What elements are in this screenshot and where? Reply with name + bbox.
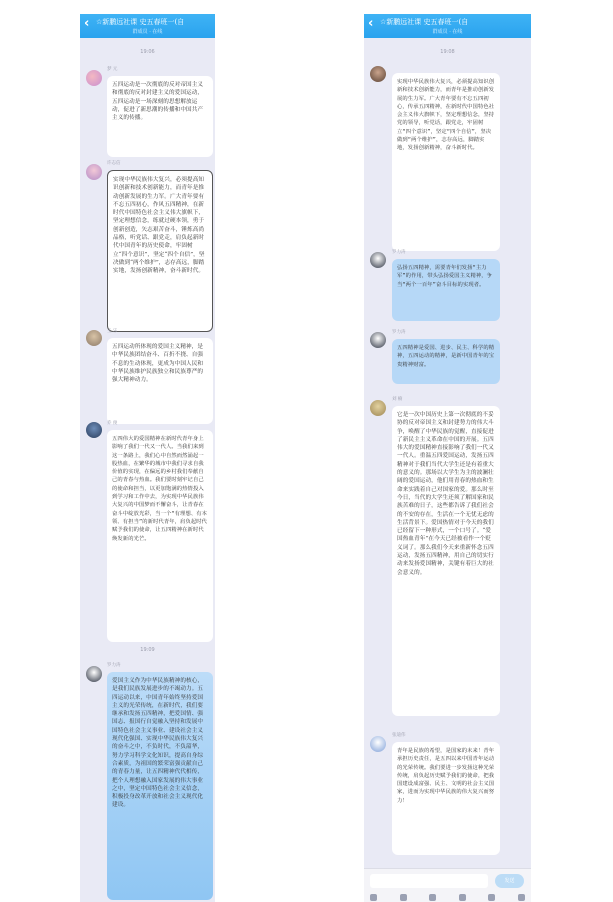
avatar[interactable] [370,66,386,82]
message-text: 实现中华民族伟大复兴，必须提高知识创新和技术创新能力，而青年是推动创新发展的生力军。广大青年要有不忘五四初心，传承五四精神，在新时代中国特色社会主义伟大旗帜下，坚定理想信念，坚持党的领导，听党话，跟党走，牢固树立“四个意识”，坚定“四个自信”，坚决做到“两个维护”，志存高远，脚踏实地，发扬创新精神，奋斗新时代。 [397,79,495,152]
chat-header [364,14,531,38]
message-bubble[interactable] [392,259,500,321]
avatar[interactable] [370,736,386,752]
chat-header [80,14,215,38]
camera-icon[interactable] [429,894,436,901]
message-bubble[interactable] [392,339,500,384]
avatar[interactable] [86,330,102,346]
sender-name: 梦 元 [107,67,118,72]
message-bubble[interactable] [392,406,500,716]
message-bubble[interactable] [107,76,213,157]
timestamp: 19:06 [140,49,155,55]
image-icon[interactable] [400,894,407,901]
toolbar [370,894,525,902]
left-chat-screen [80,14,215,902]
send-button[interactable]: 发送 [495,874,524,888]
sender-name: 张迪伟 [392,733,406,738]
sender-name: 罗力涛 [392,250,406,255]
group-title: ☆新鹏远社课 史五春班一(自 [380,18,469,26]
avatar[interactable] [86,70,102,86]
voice-icon[interactable] [370,894,377,901]
message-text: 青年是民族的希望，是国家的未来！青年承担历史责任，是五四以来中国青年运动的光荣传统。我们要进一步发扬这种光荣传统，肩负起历史赋予我们的使命，把我国建设成富强、民主、文明的社会主义国家，进而为实现中华民族的伟大复兴而努力！ [397,748,495,804]
back-icon[interactable]: ‹ [84,16,90,31]
right-chat-screen [364,14,531,902]
message-bubble[interactable] [107,338,213,424]
emoji-icon[interactable] [459,894,466,901]
group-subtitle: 群成员 · 在线 [432,29,463,35]
message-text: 爱国主义作为中华民族精神的核心，是我们民族发展进步的不竭动力。五四运动以来，中国青年始终坚持爱国主义的光荣传统，在新时代，我们要继承和发扬五四精神，把爱国情、强国志、报国行自觉融入坚持和发展中国特色社会主义事业、建设社会主义现代化强国、实现中华民族伟大复兴的奋斗之中，不负时代，不负韶华，努力学习科学文化知识，提高自身综合素质，为祖国的繁荣富强贡献自己的青春力量，让五四精神代代相传，把个人理想融入国家发展的伟大事业之中，坚定中国特色社会主义信念，积极投身改革开放和社会主义现代化建设。 [112,678,204,809]
location-icon[interactable] [488,894,495,901]
sender-name: 乔 俊 [107,421,118,426]
avatar[interactable] [86,164,102,180]
message-bubble[interactable] [107,430,213,642]
avatar[interactable] [370,252,386,268]
sender-name: 刘 楠 [392,397,403,402]
message-bubble[interactable] [107,170,213,332]
message-text: 五四运动所体现的爱国主义精神，是中华民族团结奋斗、百折不挠、自强不息的生动体现，更成为中国人民和中华民族维护民族独立和民族尊严的强大精神动力。 [112,344,204,384]
message-bubble[interactable] [107,672,213,900]
message-bubble[interactable] [392,73,500,251]
sender-name: 王 乐 [107,329,118,334]
more-icon[interactable] [518,894,525,901]
group-subtitle: 群成员 · 在线 [132,29,163,35]
group-title: ☆新鹏远社课 史五春班一(自 [96,18,185,26]
timestamp: 19:09 [140,647,155,653]
message-text: 它是一次中国历史上第一次彻底的不妥协的反对帝国主义和封建势力的伟大斗争，唤醒了中华民族的觉醒，直接促进了新民主主义革命在中国的开展。五四伟大的爱国精神直接影响了我们一代又一代人。重温五四爱国运动，发扬五四精神对于我们当代大学生还是有着重大的意义的。那场以大学生为主的波澜壮阔的爱国运动，他们用青春的热血和生命来实践着自己对国家的爱。那么时至今日，当代的大学生还须了解国家和民族苦难的日子，这些都告诉了我们社会的不安的存在，生活在一个无忧无虑的生活背景下。爱国热情对于今天的我们已经留下一种形式，一个口号了。“爱国热血青年”在今天已经被看作一个贬义词了。那么我们今天来重新怀念五四运动，发扬五四精神，用自己的切实行动来发扬爱国精神，关键有着巨大的社会意义的。 [397,412,494,576]
sender-name: 罗力涛 [392,330,406,335]
avatar[interactable] [86,666,102,682]
sender-name: 许志信 [107,161,121,166]
input-bar [364,868,531,902]
message-text: 五四精神是爱国、进步、民主、科学的精神，五四运动的精神，是新中国青年的宝贵精神财富。 [397,345,495,368]
message-text: 五四运动是一次彻底的反对帝国主义和彻底的反对封建主义的爱国运动，五四运动是一场深刻的思想解放运动，促进了新思潮的传播和中国共产主义的传播。 [112,82,204,122]
message-bubble[interactable] [392,742,500,855]
message-text: 五四伟大的爱国精神在新时代青年身上影响了我们一代又一代人。当我们来到这一条路上，我们心中自然而然涌起一股热血，在繁华的城市中我们寻求自我价值的实现，在偏远的乡村我们奉献自己的青春与热血。我们要时刻牢记自己的使命和担当，以更加饱满的热情投入到学习和工作中去，为实现中华民族伟大复兴的中国梦而不懈奋斗，让青春在奋斗中绽放光彩，当一个“有理想、有本领、有担当”的新时代青年，肩负起时代赋予我们的使命，让五四精神在新时代焕发新的光芒。 [112,436,208,542]
back-icon[interactable]: ‹ [368,16,374,31]
message-input[interactable] [370,874,488,888]
sender-name: 罗力涛 [107,663,121,668]
avatar[interactable] [370,400,386,416]
avatar[interactable] [86,422,102,438]
avatar[interactable] [370,332,386,348]
message-text: 弘扬五四精神，需要青年们发扬“主力军”的作用，带头弘扬爱国主义精神，争当“两个一百年”奋斗目标的实现者。 [397,265,493,288]
message-text: 实现中华民族伟大复兴，必须提高知识创新和技术创新能力，而青年是推动创新发展的生力军。广大青年要有不忘五四初心，作风五四精神，在新时代中国特色社会主义伟大旗帜下，坚定理想信念，练就过硬本领，勇于创新创造，矢志艰苦奋斗，锤炼高尚品格，听党话、跟党走，肩负起新时代中国青年的历史使命，牢固树立“四个意识”，坚定“四个自信”，坚决做到“两个维护”，志存高远，脚踏实地，发扬创新精神，奋斗新时代。 [113,177,205,275]
timestamp: 19:08 [440,49,455,55]
